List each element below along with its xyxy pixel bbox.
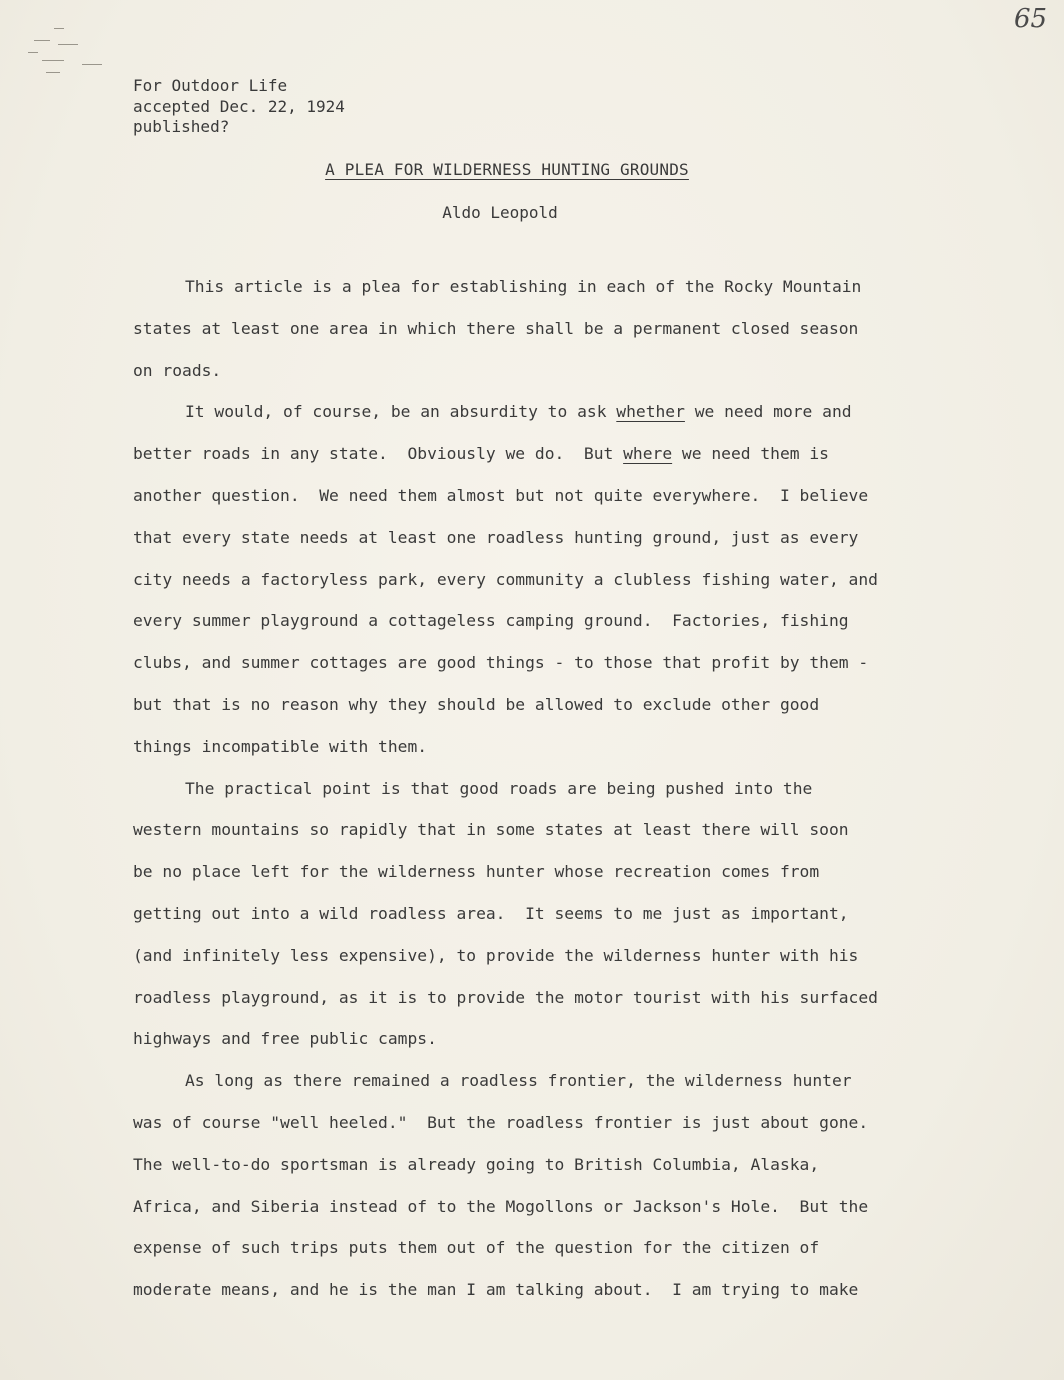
text-line: city needs a factoryless park, every community a clubless fishing water, and: [133, 569, 878, 589]
text-line: The well-to-do sportsman is already going to British Columbia, Alaska,: [133, 1154, 820, 1174]
text-line: This article is a plea for establishing in each of the Rocky Mountain: [185, 277, 862, 296]
text-line: on roads.: [133, 360, 222, 380]
text-line: be no place left for the wilderness hunter whose recreation comes from: [133, 862, 820, 882]
text-segment: better roads in any state. Obviously we do. But: [133, 444, 624, 464]
underlined-word: whether: [616, 402, 685, 422]
text-line: but that is no reason why they should be allowed to exclude other good: [133, 694, 820, 714]
header-line-accepted: accepted Dec. 22, 1924: [133, 96, 345, 116]
text-line: [133, 391, 878, 433]
article-body: [133, 266, 878, 1311]
text-line: As long as there remained a roadless frontier, the wilderness hunter: [185, 1071, 852, 1091]
text-line: was of course "well heeled." But the roadless frontier is just about gone.: [133, 1112, 869, 1132]
page-number: 65: [1014, 4, 1048, 34]
header-line-publication: For Outdoor Life: [133, 76, 288, 95]
text-line: moderate means, and he is the man I am talking about. I am trying to make: [133, 1280, 859, 1300]
text-segment: we need more and: [684, 402, 852, 422]
text-segment: It would, of course, be an absurdity to ask: [185, 402, 617, 422]
text-segment: we need them is: [672, 444, 829, 464]
text-line: that every state needs at least one roadless hunting ground, just as every: [133, 527, 859, 547]
article-title: [0, 160, 1014, 179]
submission-note: [133, 76, 345, 138]
text-line: another question. We need them almost but not quite everywhere. I believe: [133, 485, 869, 505]
text-line: western mountains so rapidly that in some states at least there will soon: [133, 820, 849, 840]
text-line: states at least one area in which there shall be a permanent closed season: [133, 318, 859, 338]
text-line: The practical point is that good roads are being pushed into the: [185, 778, 813, 798]
text-line: roadless playground, as it is to provide the motor tourist with his surfaced: [133, 987, 878, 1007]
author-name: Aldo Leopold: [442, 203, 558, 222]
text-line: Africa, and Siberia instead of to the Mogollons or Jackson's Hole. But the: [133, 1196, 869, 1216]
text-line: every summer playground a cottageless camping ground. Factories, fishing: [133, 611, 849, 631]
underlined-word: where: [623, 444, 673, 464]
text-line: things incompatible with them.: [133, 736, 428, 756]
text-line: [133, 433, 878, 475]
text-line: getting out into a wild roadless area. It seems to me just as important,: [133, 903, 849, 923]
text-line: (and infinitely less expensive), to provide the wilderness hunter with his: [133, 945, 859, 965]
header-line-published: published?: [133, 117, 230, 136]
text-line: expense of such trips puts them out of the question for the citizen of: [133, 1238, 820, 1258]
article-title-text: A PLEA FOR WILDERNESS HUNTING GROUNDS: [325, 160, 689, 179]
text-line: highways and free public camps.: [133, 1029, 437, 1049]
text-line: clubs, and summer cottages are good things - to those that profit by them -: [133, 653, 869, 673]
